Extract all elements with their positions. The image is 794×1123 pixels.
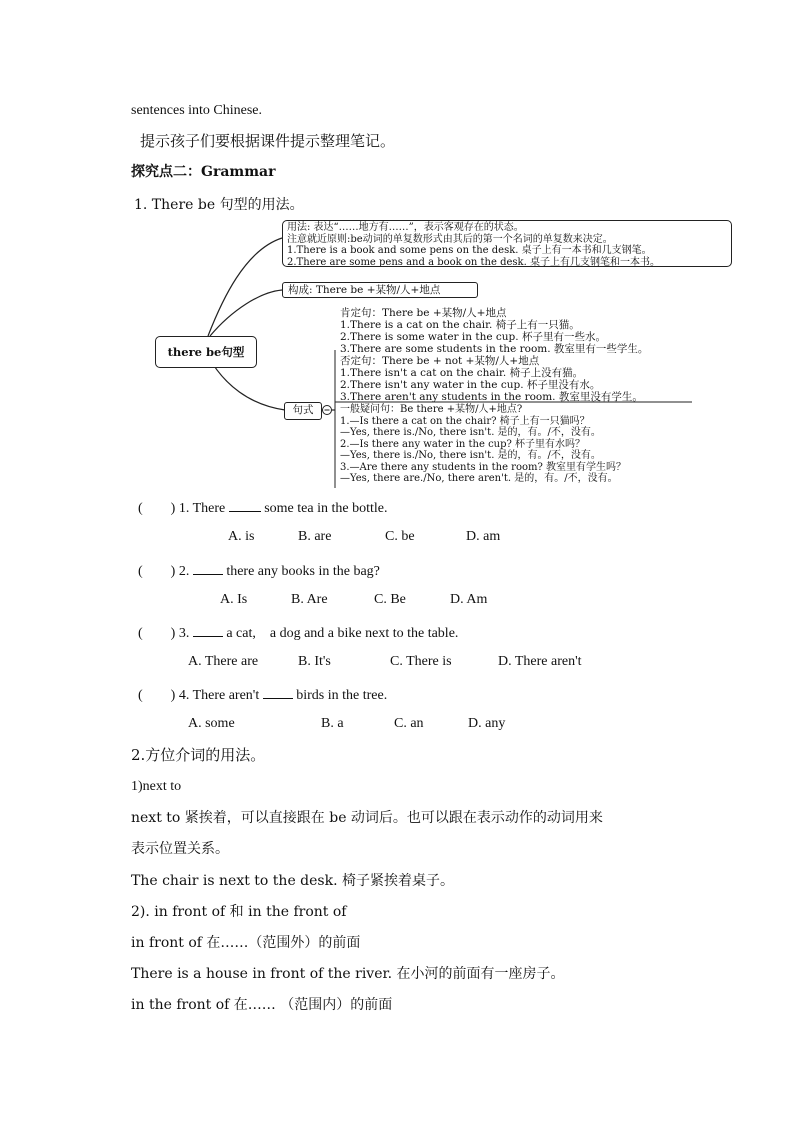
question-stem-start: 1. There	[178, 501, 226, 516]
nextto-line-2: 表示位置关系。	[131, 841, 229, 857]
question-line: —Yes, there are./No, there aren't. 是的，有。/不，没有。	[340, 473, 618, 484]
note-line: 提示孩子们要根据课件提示整理笔记。	[140, 132, 396, 150]
nextto-line-1: next to 紧挨着，可以直接跟在 be 动词后。也可以跟在表示动作的动词用来	[131, 810, 603, 826]
question-stem-start: 3.	[178, 626, 190, 641]
point1-title: 1. There be 句型的用法。	[134, 197, 304, 213]
answer-bracket[interactable]: ( )	[138, 501, 176, 516]
positive-line: 1.There is a cat on the chair. 椅子上有一只猫。	[340, 319, 580, 331]
option: B. are	[298, 529, 332, 544]
answer-bracket[interactable]: ( )	[138, 688, 176, 703]
answer-blank	[229, 497, 261, 512]
question-stem-start: 2.	[178, 564, 190, 579]
usage-line: 用法: 表达“……地方有……”，表示客观存在的状态。	[287, 222, 524, 233]
usage-line: 1.There is a book and some pens on the desk. 桌子上有一本书和几支钢笔。	[287, 245, 652, 256]
option: B. a	[321, 716, 344, 731]
structure-label: 构成: There be +某物/人+地点	[288, 284, 441, 296]
question-2	[138, 560, 380, 581]
answer-blank	[193, 622, 223, 637]
option: A. some	[188, 716, 235, 731]
question-line: 2.—Is there any water in the cup? 杯子里有水吗？	[340, 438, 586, 450]
negative-block	[340, 355, 643, 403]
question-3	[138, 622, 458, 643]
option: C. There is	[390, 654, 452, 669]
question-line: 1.—Is there a cat on the chair? 椅子上有一只猫吗？	[340, 415, 590, 427]
answer-blank	[263, 684, 293, 699]
infront-heading: 2). in front of 和 in the front of	[131, 904, 347, 920]
option: C. Be	[374, 592, 406, 607]
question-line: 3.—Are there any students in the room? 教室里有学生吗？	[340, 461, 627, 473]
negative-line: 1.There isn't a cat on the chair. 椅子上没有猫。	[340, 367, 584, 379]
question-line: 一般疑问句：Be there +某物/人+地点?	[340, 404, 523, 415]
positive-block	[340, 307, 648, 355]
inthefront-definition: in the front of 在…… （范围内）的前面	[131, 997, 393, 1013]
option: C. be	[385, 529, 415, 544]
negative-line: 2.There isn't any water in the cup. 杯子里没有水。	[340, 379, 601, 391]
option: D. am	[466, 529, 501, 544]
point2-title: 2.方位介词的用法。	[131, 746, 266, 764]
question-stem-end: a cat, a dog and a bike next to the table.	[226, 626, 459, 641]
form-label: 句式	[292, 404, 314, 416]
infront-example: There is a house in front of the river. 在小河的前面有一座房子。	[131, 966, 565, 982]
option: C. an	[394, 716, 424, 731]
option: A. There are	[188, 654, 259, 669]
answer-bracket[interactable]: ( )	[138, 626, 176, 641]
nextto-heading: 1)next to	[131, 779, 182, 794]
question-block	[340, 404, 626, 485]
option: A. is	[228, 529, 255, 544]
negative-line: 3.There aren't any students in the room. 教室里没有学生。	[340, 391, 643, 403]
usage-line: 2.There are some pens and a book on the desk. 桌子上有几支钢笔和一本书。	[287, 256, 660, 267]
mindmap-center-node	[155, 336, 257, 368]
option: D. There aren't	[498, 654, 582, 669]
mindmap-structure-box	[282, 282, 478, 298]
negative-line: 否定句：There be + not +某物/人+地点	[340, 355, 540, 367]
intro-line: sentences into Chinese.	[131, 103, 263, 118]
question-stem-end: there any books in the bag?	[226, 564, 380, 579]
mindmap-form-box	[284, 402, 322, 420]
mindmap-usage-box	[282, 220, 732, 267]
option: B. It's	[298, 654, 331, 669]
question-line: —Yes, there is./No, there isn't. 是的，有。/不，没有。	[340, 427, 601, 438]
question-4	[138, 684, 387, 705]
mindmap-center-label: there be句型	[167, 345, 245, 359]
answer-blank	[193, 560, 223, 575]
question-1	[138, 497, 387, 518]
question-line: —Yes, there is./No, there isn't. 是的，有。/不，没有。	[340, 450, 601, 461]
question-stem-end: some tea in the bottle.	[264, 501, 388, 516]
answer-bracket[interactable]: ( )	[138, 564, 176, 579]
option: A. Is	[220, 592, 248, 607]
usage-line: 注意就近原则:be动词的单复数形式由其后的第一个名词的单复数来决定。	[287, 233, 613, 245]
infront-definition: in front of 在……（范围外）的前面	[131, 935, 361, 951]
positive-line: 3.There are some students in the room. 教室里有一些学生。	[340, 343, 649, 355]
positive-line: 肯定句：There be +某物/人+地点	[340, 307, 507, 319]
option: D. any	[468, 716, 506, 731]
positive-line: 2.There is some water in the cup. 杯子里有一些水。	[340, 331, 606, 343]
section-heading: 探究点二：Grammar	[131, 164, 276, 180]
question-stem-start: 4. There aren't	[178, 688, 260, 703]
nextto-example: The chair is next to the desk. 椅子紧挨着桌子。	[131, 873, 454, 889]
option: D. Am	[450, 592, 488, 607]
option: B. Are	[291, 592, 328, 607]
question-stem-end: birds in the tree.	[296, 688, 388, 703]
